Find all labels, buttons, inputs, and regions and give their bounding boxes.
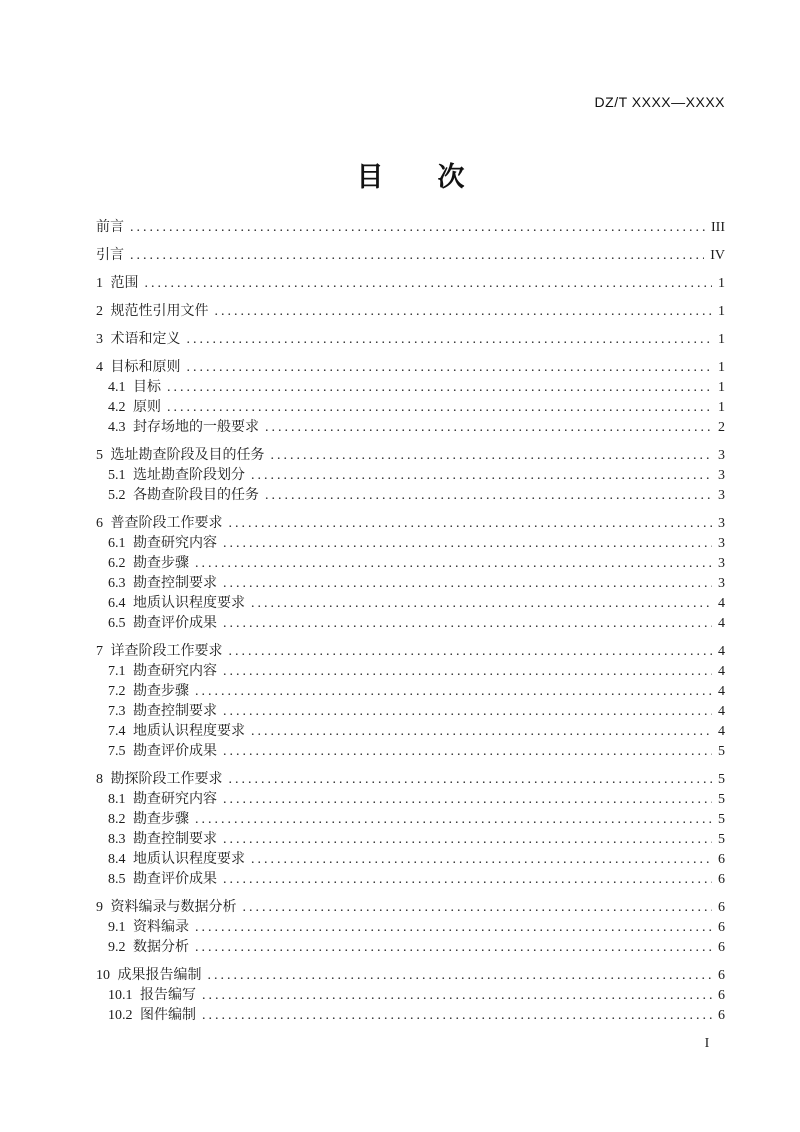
toc-entry xyxy=(96,378,725,398)
toc-entry-label: 6.3 勘查控制要求 xyxy=(108,576,217,591)
toc-entry-page: 1 xyxy=(718,400,725,415)
toc-entry-label: 8.5 勘查评价成果 xyxy=(108,872,217,887)
toc-entry xyxy=(96,790,725,810)
dot-leader xyxy=(202,986,712,1006)
dot-leader xyxy=(223,790,712,810)
dot-leader xyxy=(215,302,713,322)
page-number: I xyxy=(704,1036,710,1051)
toc-entry xyxy=(96,966,725,986)
toc-entry xyxy=(96,742,725,762)
dot-leader xyxy=(195,918,712,938)
toc-entry-label: 10.1 报告编写 xyxy=(108,988,196,1003)
toc-entry xyxy=(96,614,725,634)
toc-entry-page: 5 xyxy=(718,792,725,807)
toc-entry-page: 3 xyxy=(718,516,725,531)
toc-entry-label: 4.2 原则 xyxy=(108,400,161,415)
dot-leader xyxy=(187,358,713,378)
toc-entry-page: 1 xyxy=(718,332,725,347)
dot-leader xyxy=(195,554,712,574)
toc-title: 目 次 xyxy=(356,162,465,192)
toc-entry-label: 4.3 封存场地的一般要求 xyxy=(108,420,259,435)
toc-entry xyxy=(96,574,725,594)
toc-entry-label: 7.4 地质认识程度要求 xyxy=(108,724,245,739)
toc-entry-label: 7.2 勘查步骤 xyxy=(108,684,189,699)
toc-entry-page: 1 xyxy=(718,276,725,291)
toc-entry xyxy=(96,898,725,918)
toc-entry-page: 6 xyxy=(718,968,725,983)
toc-entry-page: 3 xyxy=(718,556,725,571)
toc-entry-page: 6 xyxy=(718,852,725,867)
toc-entry-label: 7.5 勘查评价成果 xyxy=(108,744,217,759)
toc-entry xyxy=(96,330,725,350)
toc-entry-label: 前言 xyxy=(96,220,124,235)
toc-entry-label: 9 资料编录与数据分析 xyxy=(96,900,237,915)
dot-leader xyxy=(223,534,712,554)
doc-code: DZ/T XXXX—XXXX xyxy=(594,94,725,110)
toc-entry xyxy=(96,446,725,466)
toc-entry-label: 1 范围 xyxy=(96,276,139,291)
toc-entry-label: 6.2 勘查步骤 xyxy=(108,556,189,571)
toc-entry-page: 5 xyxy=(718,812,725,827)
toc-entry-page: 6 xyxy=(718,920,725,935)
toc-entry-page: 6 xyxy=(718,988,725,1003)
toc-entry-page: 3 xyxy=(718,468,725,483)
toc-entry-label: 9.1 资料编录 xyxy=(108,920,189,935)
dot-leader xyxy=(229,514,713,534)
toc-entry-label: 5.1 选址勘查阶段划分 xyxy=(108,468,245,483)
toc-entry xyxy=(96,938,725,958)
toc-list xyxy=(96,218,725,1026)
toc-entry xyxy=(96,810,725,830)
toc-entry-page: 2 xyxy=(718,420,725,435)
toc-entry xyxy=(96,702,725,722)
toc-entry xyxy=(96,398,725,418)
dot-leader xyxy=(223,830,712,850)
toc-entry-page: 3 xyxy=(718,448,725,463)
toc-entry-label: 7.1 勘查研究内容 xyxy=(108,664,217,679)
toc-entry xyxy=(96,554,725,574)
toc-entry-page: 6 xyxy=(718,1008,725,1023)
dot-leader xyxy=(251,722,712,742)
dot-leader xyxy=(223,662,712,682)
toc-entry xyxy=(96,870,725,890)
toc-entry xyxy=(96,534,725,554)
toc-entry-page: III xyxy=(711,220,725,235)
toc-entry xyxy=(96,218,725,238)
dot-leader xyxy=(229,770,713,790)
dot-leader xyxy=(223,574,712,594)
toc-entry xyxy=(96,274,725,294)
dot-leader xyxy=(167,378,712,398)
toc-entry-page: 4 xyxy=(718,664,725,679)
dot-leader xyxy=(202,1006,712,1026)
toc-entry xyxy=(96,642,725,662)
toc-entry-label: 10.2 图件编制 xyxy=(108,1008,196,1023)
toc-entry-label: 8.2 勘查步骤 xyxy=(108,812,189,827)
toc-entry xyxy=(96,986,725,1006)
dot-leader xyxy=(243,898,713,918)
toc-entry-label: 5 选址勘查阶段及目的任务 xyxy=(96,448,265,463)
toc-entry-label: 8.3 勘查控制要求 xyxy=(108,832,217,847)
dot-leader xyxy=(265,418,712,438)
toc-entry xyxy=(96,594,725,614)
toc-entry-page: 6 xyxy=(718,872,725,887)
toc-entry xyxy=(96,850,725,870)
dot-leader xyxy=(223,702,712,722)
toc-entry-label: 5.2 各勘查阶段目的任务 xyxy=(108,488,259,503)
toc-entry-page: IV xyxy=(710,248,725,263)
toc-entry-page: 4 xyxy=(718,684,725,699)
toc-entry-label: 8 勘探阶段工作要求 xyxy=(96,772,223,787)
toc-entry-page: 1 xyxy=(718,360,725,375)
dot-leader xyxy=(223,742,712,762)
dot-leader xyxy=(167,398,712,418)
toc-entry-label: 3 术语和定义 xyxy=(96,332,181,347)
dot-leader xyxy=(251,466,712,486)
dot-leader xyxy=(208,966,713,986)
toc-entry xyxy=(96,418,725,438)
dot-leader xyxy=(223,614,712,634)
toc-entry-page: 1 xyxy=(718,380,725,395)
toc-entry xyxy=(96,358,725,378)
dot-leader xyxy=(195,810,712,830)
toc-entry xyxy=(96,722,725,742)
toc-entry xyxy=(96,486,725,506)
dot-leader xyxy=(223,870,712,890)
toc-entry-label: 10 成果报告编制 xyxy=(96,968,202,983)
dot-leader xyxy=(265,486,712,506)
toc-entry-label: 4.1 目标 xyxy=(108,380,161,395)
toc-entry-label: 6.4 地质认识程度要求 xyxy=(108,596,245,611)
toc-entry-label: 7 详查阶段工作要求 xyxy=(96,644,223,659)
toc-entry-page: 5 xyxy=(718,744,725,759)
toc-entry-label: 6 普查阶段工作要求 xyxy=(96,516,223,531)
toc-entry-label: 8.1 勘查研究内容 xyxy=(108,792,217,807)
toc-entry-label: 6.5 勘查评价成果 xyxy=(108,616,217,631)
toc-entry xyxy=(96,918,725,938)
toc-entry-label: 9.2 数据分析 xyxy=(108,940,189,955)
toc-entry-page: 4 xyxy=(718,596,725,611)
toc-entry xyxy=(96,466,725,486)
toc-entry-page: 4 xyxy=(718,704,725,719)
toc-entry xyxy=(96,514,725,534)
dot-leader xyxy=(251,850,712,870)
toc-entry xyxy=(96,770,725,790)
toc-entry-page: 3 xyxy=(718,488,725,503)
dot-leader xyxy=(229,642,713,662)
toc-entry-page: 5 xyxy=(718,832,725,847)
toc-entry-page: 6 xyxy=(718,940,725,955)
dot-leader xyxy=(251,594,712,614)
toc-entry-page: 3 xyxy=(718,576,725,591)
toc-entry-label: 8.4 地质认识程度要求 xyxy=(108,852,245,867)
toc-entry xyxy=(96,1006,725,1026)
dot-leader xyxy=(145,274,713,294)
toc-entry xyxy=(96,662,725,682)
toc-entry-label: 引言 xyxy=(96,248,124,263)
toc-entry-page: 6 xyxy=(718,900,725,915)
toc-entry xyxy=(96,682,725,702)
toc-entry-page: 4 xyxy=(718,644,725,659)
dot-leader xyxy=(271,446,713,466)
toc-entry-label: 4 目标和原则 xyxy=(96,360,181,375)
toc-entry-page: 4 xyxy=(718,616,725,631)
toc-entry-page: 4 xyxy=(718,724,725,739)
toc-entry-page: 1 xyxy=(718,304,725,319)
toc-entry-label: 2 规范性引用文件 xyxy=(96,304,209,319)
toc-entry-label: 7.3 勘查控制要求 xyxy=(108,704,217,719)
toc-entry-label: 6.1 勘查研究内容 xyxy=(108,536,217,551)
dot-leader xyxy=(130,246,704,266)
dot-leader xyxy=(130,218,705,238)
toc-entry xyxy=(96,302,725,322)
toc-entry-page: 5 xyxy=(718,772,725,787)
dot-leader xyxy=(195,938,712,958)
dot-leader xyxy=(195,682,712,702)
toc-entry xyxy=(96,246,725,266)
dot-leader xyxy=(187,330,713,350)
toc-entry xyxy=(96,830,725,850)
toc-entry-page: 3 xyxy=(718,536,725,551)
